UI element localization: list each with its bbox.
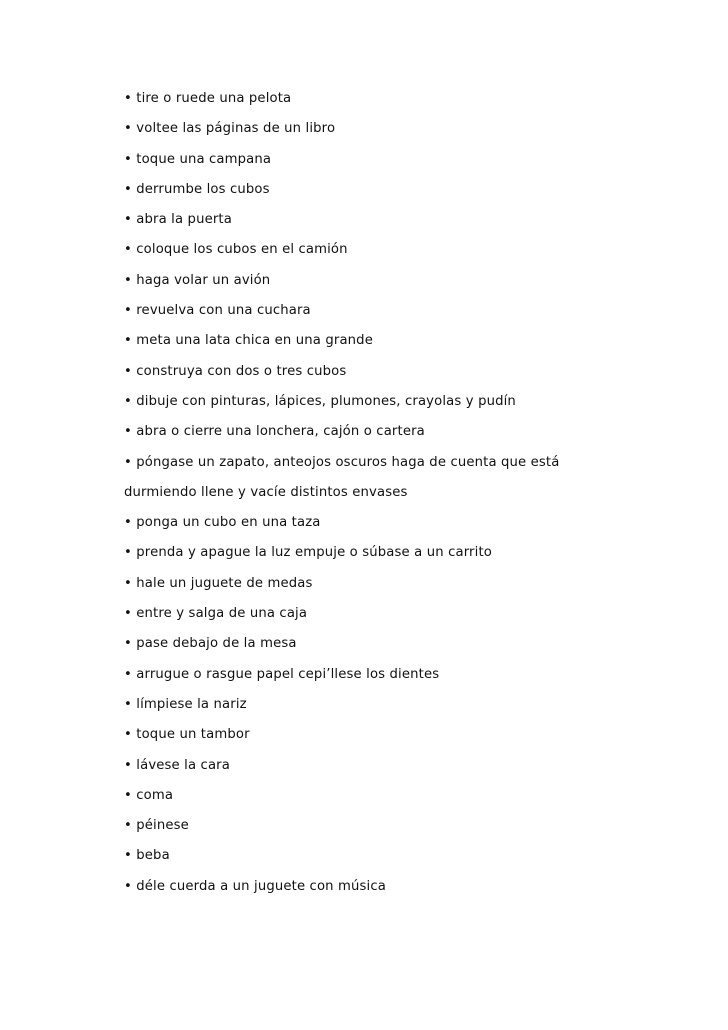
list-item: • haga volar un avión: [124, 272, 271, 288]
list-item: • déle cuerda a un juguete con música: [124, 878, 386, 894]
list-item: • arrugue o rasgue papel cepi’llese los dientes: [124, 666, 440, 682]
list-item: • lávese la cara: [124, 757, 230, 773]
activity-list: [124, 86, 704, 904]
list-item: • beba: [124, 848, 170, 864]
list-item-continuation: durmiendo llene y vacíe distintos envases: [124, 484, 408, 500]
list-item: • abra la puerta: [124, 212, 232, 228]
list-item: • péinese: [124, 818, 189, 834]
list-item: • prenda y apague la luz empuje o súbase a un carrito: [124, 545, 492, 561]
list-item: • meta una lata chica en una grande: [124, 333, 373, 349]
list-item: • entre y salga de una caja: [124, 606, 308, 622]
list-item: • toque una campana: [124, 151, 272, 167]
list-item: • dibuje con pinturas, lápices, plumones, crayolas y pudín: [124, 393, 516, 409]
list-item: • construya con dos o tres cubos: [124, 363, 347, 379]
list-item: • tire o ruede una pelota: [124, 91, 292, 106]
list-item: • derrumbe los cubos: [124, 181, 270, 197]
list-item: • revuelva con una cuchara: [124, 303, 311, 319]
list-item: • límpiese la nariz: [124, 696, 247, 712]
list-item: • voltee las páginas de un libro: [124, 121, 336, 137]
list-item: • coma: [124, 787, 174, 803]
list-item: • pase debajo de la mesa: [124, 636, 297, 652]
list-item: • hale un juguete de medas: [124, 575, 313, 591]
list-item: • ponga un cubo en una taza: [124, 515, 321, 531]
list-item: • coloque los cubos en el camión: [124, 242, 348, 258]
list-item: • póngase un zapato, anteojos oscuros haga de cuenta que está: [124, 454, 560, 470]
list-item: • abra o cierre una lonchera, cajón o cartera: [124, 424, 425, 440]
list-item: • toque un tambor: [124, 727, 250, 743]
